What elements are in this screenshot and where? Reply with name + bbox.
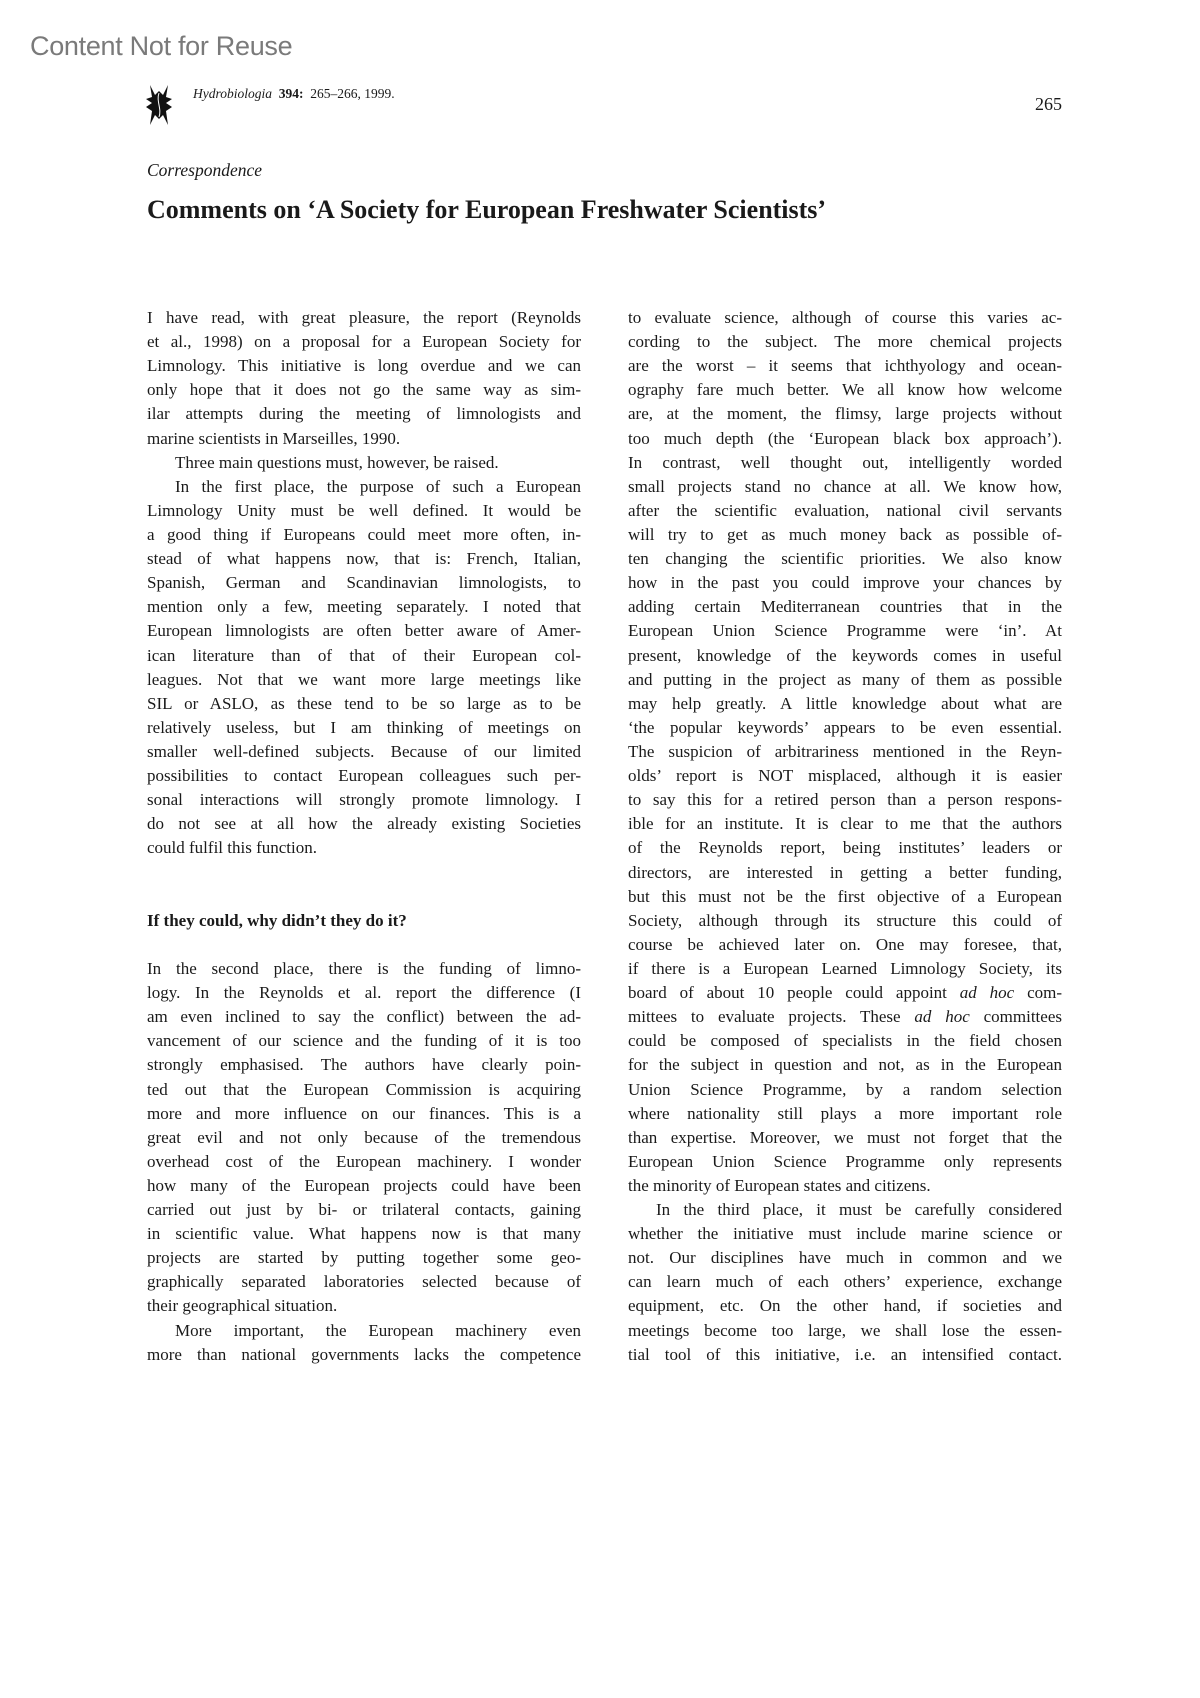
text-line: could fulfil this function. — [147, 838, 317, 858]
text-line: their geographical situation. — [147, 1296, 338, 1316]
text-line: more and more influence on our finances. This is a — [147, 1103, 581, 1123]
text-segment: board of about 10 people could appoint — [628, 983, 960, 1003]
text-line: ted out that the European Commission is acquiring — [147, 1079, 581, 1099]
text-line: will try to get as much money back as possible of- — [628, 524, 1062, 544]
text-line: where nationality still plays a more important role — [628, 1103, 1062, 1123]
text-line: could be composed of specialists in the field chosen — [628, 1031, 1062, 1051]
text-line: more than national governments lacks the competence — [147, 1344, 581, 1364]
journal-volume: 394: — [278, 86, 304, 101]
text-line: possibilities to contact European colleagues such per- — [147, 766, 581, 786]
text-line: More important, the European machinery even — [175, 1320, 581, 1340]
italic-text: ad hoc — [959, 983, 1015, 1003]
journal-citation — [193, 86, 395, 102]
text-line: small projects stand no chance at all. We know how, — [628, 476, 1062, 496]
journal-pages-year: 265–266, 1999. — [310, 86, 395, 101]
text-line: sonal interactions will strongly promote limnology. I — [147, 790, 581, 810]
text-line: ible for an institute. It is clear to me that the authors — [628, 814, 1062, 834]
text-line: European limnologists are often better aware of Amer- — [147, 621, 581, 641]
text-line: are the worst – it seems that ichthyology and ocean- — [628, 356, 1062, 376]
text-line: ography fare much better. We all know how welcome — [628, 380, 1062, 400]
text-line: In the third place, it must be carefully considered — [656, 1200, 1062, 1220]
text-line: olds’ report is NOT misplaced, although it is easier — [628, 766, 1062, 786]
text-line: to evaluate science, although of course this varies ac- — [628, 308, 1062, 327]
text-line: how many of the European projects could have been — [147, 1175, 581, 1195]
text-line: if there is a European Learned Limnology Society, its — [628, 958, 1062, 978]
text-line — [628, 1005, 1062, 1029]
text-line: European Union Science Programme only represents — [628, 1151, 1062, 1171]
blank-line — [147, 933, 581, 957]
text-line: are, at the moment, the flimsy, large projects without — [628, 404, 1062, 424]
text-line: SIL or ASLO, as these tend to be so large as to be — [147, 693, 581, 713]
text-line: stead of what happens now, that is: French, Italian, — [147, 549, 581, 569]
text-line: In the first place, the purpose of such a European — [175, 476, 581, 496]
text-line: Society, although through its structure this could of — [628, 910, 1062, 930]
italic-text: ad hoc — [914, 1007, 970, 1027]
left-column — [147, 306, 581, 1367]
text-line: but this must not be the first objective of a European — [628, 886, 1062, 906]
text-line: The suspicion of arbitrariness mentioned in the Reyn- — [628, 741, 1062, 761]
text-line: overhead cost of the European machinery. I wonder — [147, 1151, 581, 1171]
text-line: tial tool of this initiative, i.e. an intensified contact. — [628, 1344, 1062, 1364]
text-line: too much depth (the ‘European black box approach’). — [628, 428, 1062, 448]
page-number: 265 — [1035, 94, 1062, 114]
text-line: for the subject in question and not, as in the European — [628, 1055, 1062, 1075]
text-line: European Union Science Programme were ‘in’. At — [628, 621, 1062, 641]
text-line: strongly emphasised. The authors have clearly poin- — [147, 1055, 581, 1075]
publisher-logo-icon — [146, 85, 172, 125]
article-title: Comments on ‘A Society for European Freshwater Scientists’ — [147, 195, 827, 224]
text-line: carried out just by bi- or trilateral contacts, gaining — [147, 1200, 581, 1220]
text-line: of the Reynolds report, being institutes’ leaders or — [628, 838, 1062, 858]
text-line: Limnology Unity must be well defined. It would be — [147, 500, 581, 520]
section-heading: If they could, why didn’t they do it? — [147, 910, 407, 930]
section-label: Correspondence — [147, 160, 263, 180]
text-line: ilar attempts during the meeting of limnologists and — [147, 404, 581, 424]
text-line: ten changing the scientific priorities. We also know — [628, 549, 1062, 569]
text-line: Three main questions must, however, be raised. — [175, 452, 499, 472]
text-line: meetings become too large, we shall lose the essen- — [628, 1320, 1062, 1340]
text-line: In contrast, well thought out, intelligently worded — [628, 452, 1062, 472]
text-segment: committees — [969, 1007, 1062, 1027]
text-line: may help greatly. A little knowledge about what are — [628, 693, 1062, 713]
text-line: whether the initiative must include marine science or — [628, 1224, 1062, 1244]
text-line: relatively useless, but I am thinking of meetings on — [147, 717, 581, 737]
text-line: mention only a few, meeting separately. I noted that — [147, 597, 581, 617]
text-line: am even inclined to say the conflict) between the ad- — [147, 1007, 581, 1027]
text-line: In the second place, there is the funding of limno- — [147, 958, 581, 978]
text-line: the minority of European states and citizens. — [628, 1175, 931, 1195]
blank-line — [147, 885, 581, 909]
text-line — [628, 981, 1062, 1005]
text-line: Spanish, German and Scandinavian limnologists, to — [147, 573, 581, 593]
text-line: after the scientific evaluation, national civil servants — [628, 500, 1062, 520]
text-line: adding certain Mediterranean countries that in the — [628, 597, 1062, 617]
text-line: directors, are interested in getting a better funding, — [628, 862, 1062, 882]
text-line: a good thing if Europeans could meet more often, in- — [147, 524, 581, 544]
text-line: do not see at all how the already existing Societies — [147, 814, 581, 834]
text-line: only hope that it does not go the same way as sim- — [147, 380, 581, 400]
text-line: marine scientists in Marseilles, 1990. — [147, 428, 401, 448]
text-line: can learn much of each others’ experience, exchange — [628, 1272, 1062, 1292]
text-line: projects are started by putting together some geo- — [147, 1248, 581, 1268]
text-line: how in the past you could improve your chances by — [628, 573, 1062, 593]
text-segment: com- — [1014, 983, 1062, 1003]
text-line: vancement of our science and the funding of it is too — [147, 1031, 581, 1051]
right-column — [628, 306, 1062, 1367]
text-line: course be achieved later on. One may foresee, that, — [628, 934, 1062, 954]
text-line: in scientific value. What happens now is that many — [147, 1224, 581, 1244]
text-line: smaller well-defined subjects. Because of our limited — [147, 741, 581, 761]
text-line: Limnology. This initiative is long overdue and we can — [147, 356, 581, 376]
watermark: Content Not for Reuse — [30, 31, 293, 61]
text-line: ‘the popular keywords’ appears to be even essential. — [628, 717, 1062, 737]
text-segment: mittees to evaluate projects. These — [628, 1007, 915, 1027]
text-line: than expertise. Moreover, we must not forget that the — [628, 1127, 1062, 1147]
text-line: et al., 1998) on a proposal for a European Society for — [147, 332, 581, 352]
text-line: not. Our disciplines have much in common and we — [628, 1248, 1062, 1268]
text-line: cording to the subject. The more chemical projects — [628, 332, 1062, 352]
text-line: graphically separated laboratories selected because of — [147, 1272, 581, 1292]
text-line: and putting in the project as many of them as possible — [628, 669, 1062, 689]
text-line: equipment, etc. On the other hand, if societies and — [628, 1296, 1062, 1316]
text-line: I have read, with great pleasure, the report (Reynolds — [147, 308, 581, 327]
text-line: present, knowledge of the keywords comes in useful — [628, 645, 1062, 665]
text-line: great evil and not only because of the tremendous — [147, 1127, 581, 1147]
blank-line — [147, 861, 581, 885]
text-line: Union Science Programme, by a random selection — [628, 1079, 1062, 1099]
text-line: to say this for a retired person than a person respons- — [628, 790, 1062, 810]
journal-name: Hydrobiologia — [193, 86, 272, 101]
text-line: leagues. Not that we want more large meetings like — [147, 669, 581, 689]
text-line: logy. In the Reynolds et al. report the difference (I — [147, 983, 581, 1003]
text-line: ican literature than of that of their European col- — [147, 645, 581, 665]
